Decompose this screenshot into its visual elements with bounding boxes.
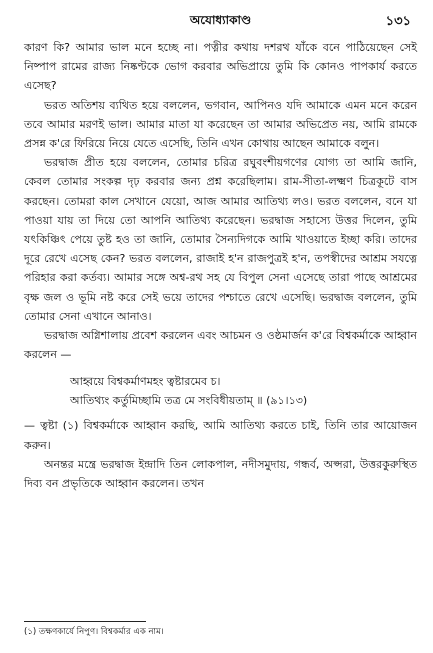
page-number: ১৩১ [385,14,411,29]
verse-line: আতিথ্যং কর্তুমিচ্ছামি তত্র মে সংবিধীয়তাম্ ॥ (৯১।১৩) [70,394,308,408]
paragraph: অনন্তর মন্ত্রে ভরদ্বাজ ইন্দ্রাদি তিন লোকপাল, নদীসমুদায়, গন্ধর্ব, অপ্সরা, উত্তরকুরুস্থিত দিব্য বন প্রভৃতিকে আহ্বান করলেন। তখন [24,457,417,491]
paragraph: কারণ কি? আমার ভাল মনে হচ্ছে না। পত্নীর কথায় দশরথ যাঁকে বনে পাঠিয়েছেন সেই নিষ্পাপ রামের রাজ্য নিষ্কণ্টকে ভোগ করবার অভিপ্রায়ে তুমি কি কোনও পাপকার্য করতে এসেছ? [24,41,417,93]
paragraph: ভরদ্বাজ অগ্নিশালায় প্রবেশ করলেন এবং আচমন ও ওষ্ঠমার্জন ক'রে বিশ্বকর্মাকে আহ্বান করলেন — [24,329,417,362]
body-text [24,38,417,493]
footnote: (১) তক্ষণকার্যে নিপুণ। বিশ্বকর্মার এক নাম। [24,627,164,637]
verse-line: আহ্বয়ে বিশ্বকর্মাণমহং ত্বষ্টারমেব চ। [70,375,221,389]
running-head: অযোধ্যাকাণ্ড [189,13,252,27]
sanskrit-verse [24,372,417,410]
paragraph: — ত্বষ্টা (১) বিশ্বকর্মাকে আহ্বান করছি, আমি আতিথ্য করতে চাই, তিনি তার আয়োজন করুন। [24,419,417,452]
paragraph: ভরদ্বাজ প্রীত হয়ে বললেন, তোমার চরিত্র রঘুবংশীয়গণের যোগ্য তা আমি জানি, কেবল তোমার সংকল্প দৃঢ় করবার জন্য প্রশ্ন করেছিলাম। রাম-সীতা-লক্ষ্মণ চিত্রকূটে বাস করছেন। তোমরা কাল সেখানে যেয়ো, আজ আমার আতিথ্য লও। ভরত বললেন, বনে যা পাওয়া যায় তা দিয়ে তো আপনি আতিথ্য করেছেন। ভরদ্বাজ সহাস্যে উত্তর দিলেন, তুমি যৎকিঞ্চিৎ পেয়ে তুষ্ট হও তা জানি, তোমার সৈন্যদিগকে আমি খাওয়াতে ইচ্ছা করি। তাদের দূরে রেখে এসেছ কেন? ভরত বললেন, রাজাই হ'ন রাজপুত্রই হ'ন, তপস্বীদের আশ্রম সযত্নে পরিহার করা কর্তব্য। আমার সঙ্গে অশ্ব-রথ সহ যে বিপুল সেনা এসেছে তারা পাছে আশ্রমের বৃক্ষ জল ও ভূমি নষ্ট করে সেই ভয়ে তাদের পশ্চাতে রেখে এসেছি। ভরদ্বাজ বললেন, তুমি তোমার সেনা এখানে আনাও। [24,156,417,323]
paragraph: ভরত অতিশয় ব্যথিত হয়ে বললেন, ভগবান, আপিনও যদি আমাকে এমন মনে করেন তবে আমার মরণই ভাল। আমার মাতা যা করেছেন তা আমার অভিপ্রেত নয়, আমি রামকে প্রসন্ন ক'রে ফিরিয়ে নিয়ে যেতে এসেছি, তিনি এখন কোথায় আছেন আমাকে বলুন। [24,98,417,151]
page-header [24,12,417,34]
footnote-rule [24,621,146,622]
